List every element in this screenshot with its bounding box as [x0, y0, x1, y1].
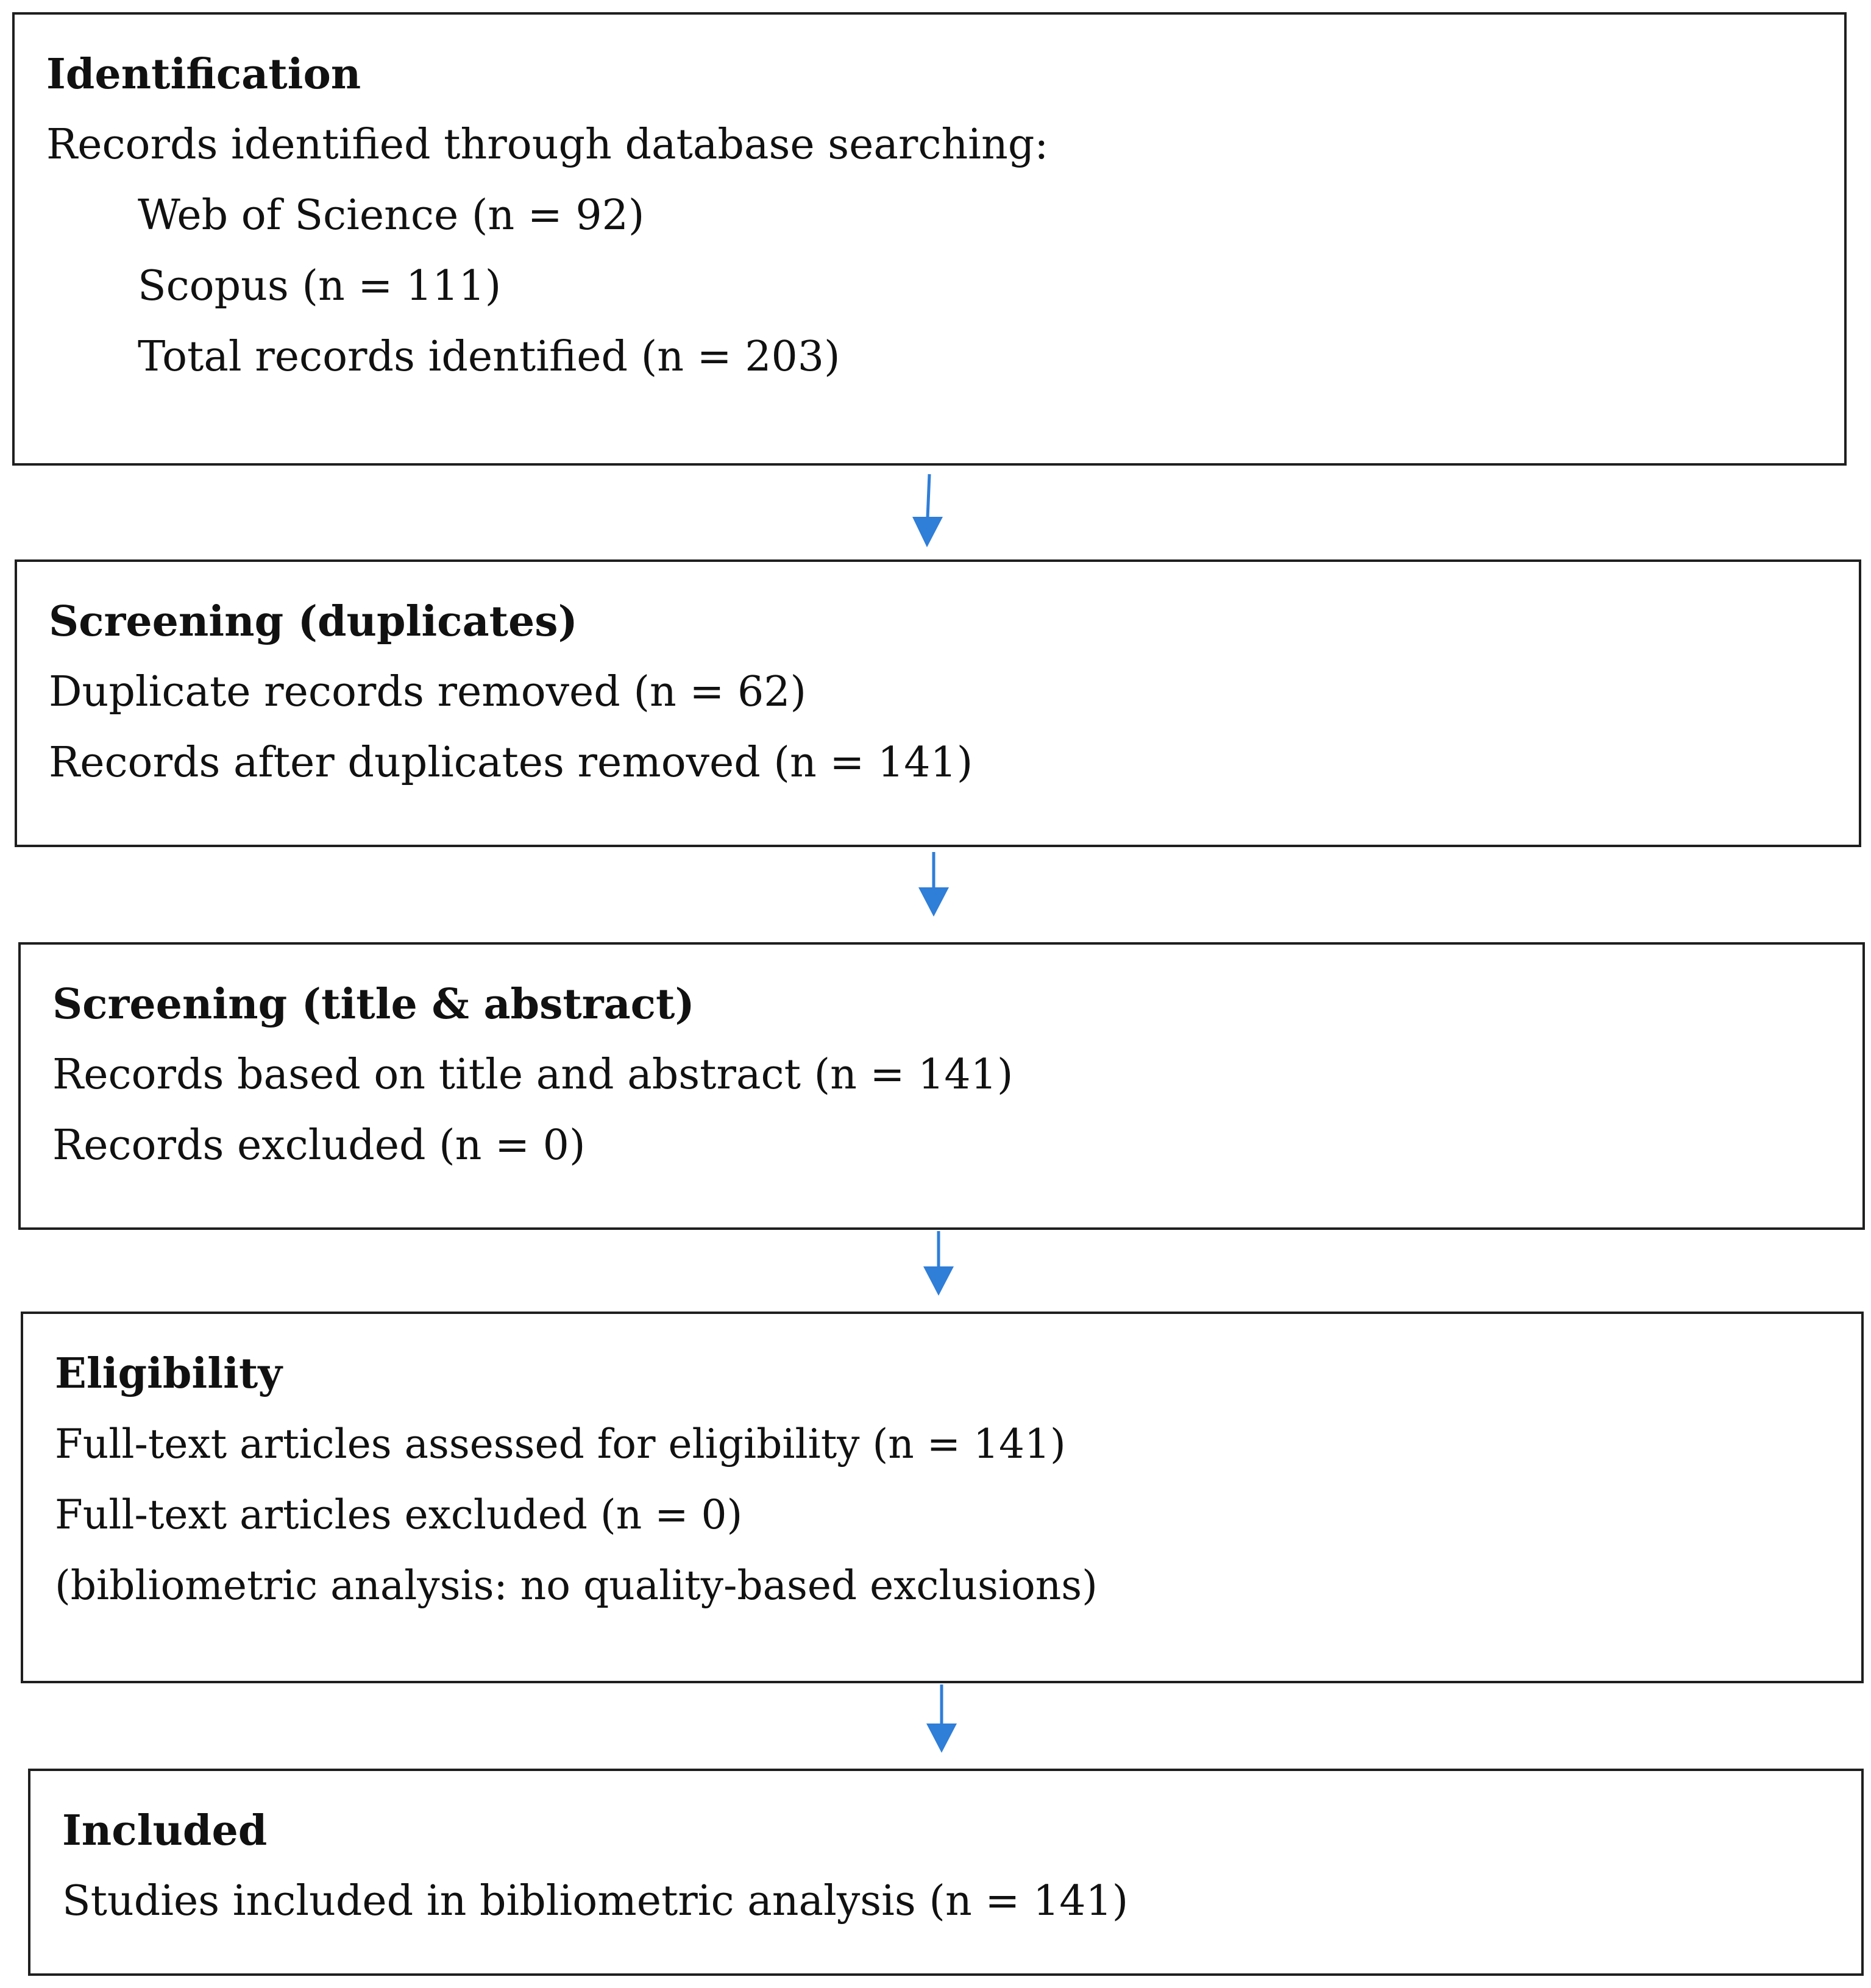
arrow-identification-to-duplicates	[912, 474, 943, 547]
identification-box	[12, 12, 1847, 466]
screening-title-abstract-box	[18, 942, 1865, 1230]
arrow-duplicates-to-titleabstract	[918, 852, 949, 917]
included-box	[28, 1769, 1864, 1976]
fulltext-assessed: Full-text articles assessed for eligibility (n = 141)	[55, 1421, 1066, 1468]
arrow-eligibility-to-included	[926, 1684, 957, 1753]
eligibility-heading: Eligibility	[55, 1349, 282, 1398]
source-scopus: Scopus (n = 111)	[138, 262, 502, 310]
source-web-of-science: Web of Science (n = 92)	[138, 191, 645, 240]
eligibility-note: (bibliometric analysis: no quality-based exclusions)	[55, 1562, 1098, 1609]
arrow-titleabstract-to-eligibility	[923, 1231, 954, 1296]
screening-duplicates-heading: Screening (duplicates)	[49, 597, 578, 646]
studies-included: Studies included in bibliometric analysis (n = 141)	[62, 1877, 1129, 1925]
total-records-identified: Total records identified (n = 203)	[138, 333, 840, 381]
identification-heading: Identification	[46, 50, 361, 99]
screening-title-abstract-heading: Screening (title & abstract)	[52, 980, 695, 1029]
eligibility-box	[21, 1312, 1864, 1683]
fulltext-excluded: Full-text articles excluded (n = 0)	[55, 1491, 743, 1538]
records-title-abstract: Records based on title and abstract (n = 141)	[52, 1051, 1014, 1099]
duplicates-removed: Duplicate records removed (n = 62)	[49, 668, 807, 716]
included-heading: Included	[62, 1806, 268, 1855]
records-after-duplicates: Records after duplicates removed (n = 141)	[49, 739, 973, 787]
records-excluded: Records excluded (n = 0)	[52, 1121, 586, 1170]
screening-duplicates-box	[15, 559, 1861, 847]
identification-intro: Records identified through database searching:	[46, 121, 1049, 169]
